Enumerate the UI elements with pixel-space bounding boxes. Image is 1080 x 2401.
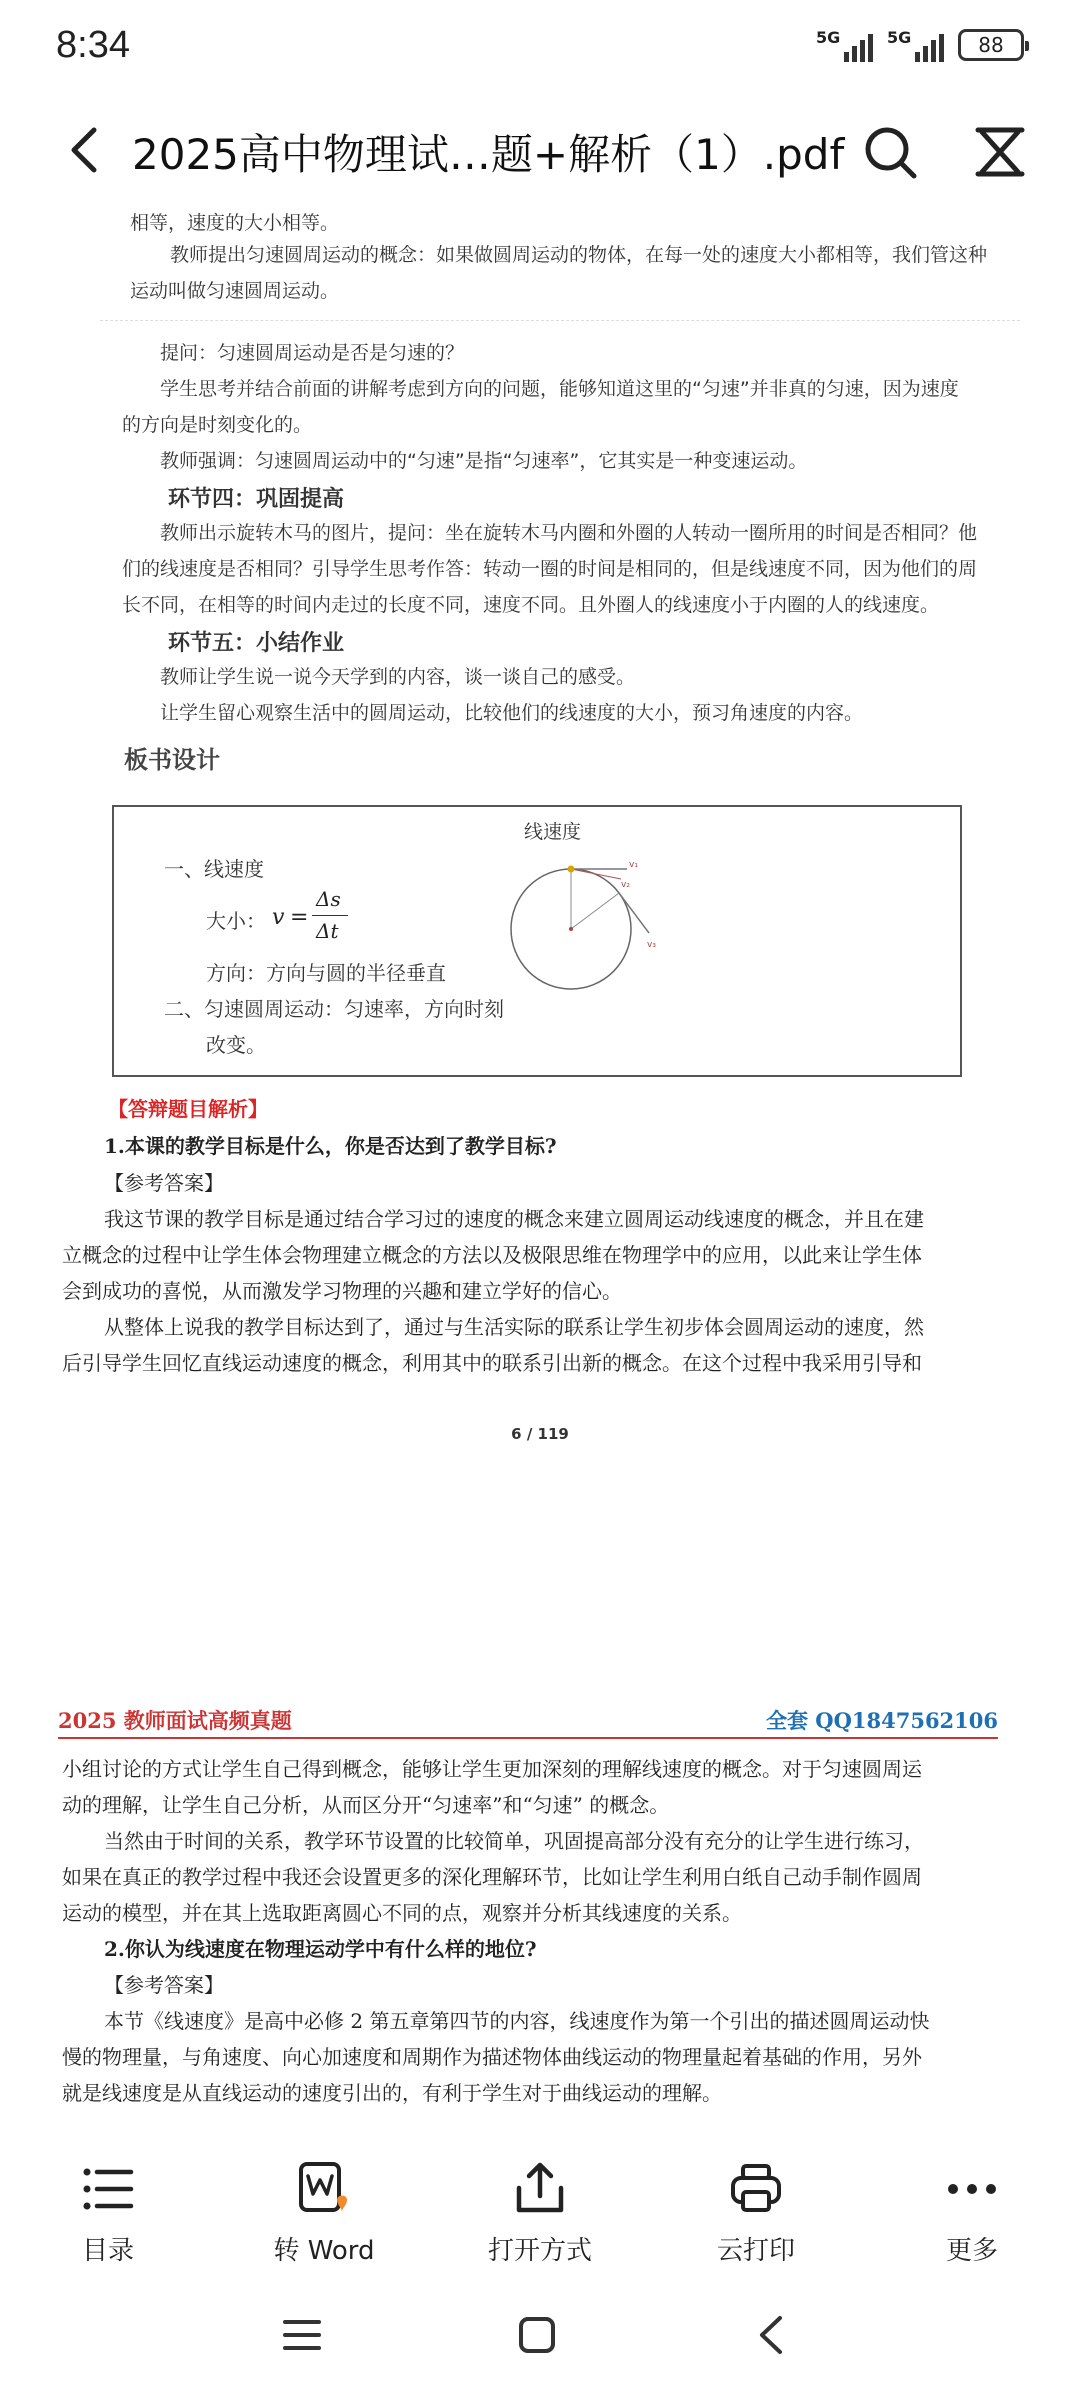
circular-motion-diagram bbox=[509, 847, 659, 997]
reference-answer-label: 【参考答案】 bbox=[104, 1973, 224, 1997]
status-icons bbox=[816, 28, 1024, 62]
pdf-page-7 bbox=[0, 1620, 1080, 2140]
header-title: 2025 教师面试高频真题 bbox=[58, 1708, 292, 1733]
question-heading: 1.本课的教学目标是什么，你是否达到了教学目标? bbox=[104, 1134, 557, 1158]
toolbar-label: 云打印 bbox=[716, 2236, 795, 2266]
recent-apps-icon[interactable] bbox=[277, 2310, 327, 2360]
text-line: 相等，速度的大小相等。 bbox=[130, 212, 340, 234]
section-heading: 环节四：巩固提高 bbox=[168, 487, 345, 512]
section-heading: 环节五：小结作业 bbox=[168, 631, 345, 656]
word-convert-icon bbox=[295, 2160, 353, 2218]
text-line: 立概念的过程中让学生体会物理建立概念的方法以及极限思维在物理学中的应用，以此来让学生体 bbox=[62, 1243, 922, 1267]
toolbar-label: 目录 bbox=[81, 2236, 134, 2266]
battery-level: 88 bbox=[978, 33, 1004, 57]
bottom-toolbar bbox=[0, 2140, 1080, 2270]
velocity-label: v₃ bbox=[647, 940, 656, 950]
title-bar bbox=[0, 100, 1080, 210]
text-line: 运动的模型，并在其上选取距离圆心不同的点，观察并分析其线速度的关系。 bbox=[62, 1901, 742, 1925]
toolbar-label: 更多 bbox=[945, 2236, 998, 2266]
printer-icon bbox=[727, 2160, 785, 2218]
document-title: 2025高中物理试…题+解析（1）.pdf bbox=[132, 130, 845, 179]
status-bar bbox=[0, 0, 1080, 100]
toolbar-item-catalog[interactable] bbox=[0, 2140, 216, 2270]
question-heading: 2.你认为线速度在物理运动学中有什么样的地位? bbox=[104, 1937, 537, 1961]
back-arrow-icon[interactable] bbox=[56, 120, 116, 180]
text-line: 从整体上说我的教学目标达到了，通过与生活实际的联系让学生初步体会圆周运动的速度，然 bbox=[104, 1315, 924, 1339]
text-line: 教师提出匀速圆周运动的概念：如果做圆周运动的物体，在每一处的速度大小都相等，我们管这种 bbox=[170, 244, 988, 266]
board-item: 方向：方向与圆的半径垂直 bbox=[206, 961, 446, 985]
pdf-viewer[interactable] bbox=[0, 210, 1080, 2140]
text-line: 慢的物理量，与角速度、向心加速度和周期作为描述物体曲线运动的物理量起着基础的作用，另外 bbox=[62, 2045, 922, 2069]
status-time: 8:34 bbox=[56, 24, 130, 66]
velocity-label: v₂ bbox=[621, 880, 630, 890]
more-icon bbox=[943, 2160, 1001, 2218]
toolbar-label: 转 Word bbox=[273, 2236, 375, 2266]
exit-reader-icon[interactable] bbox=[970, 122, 1030, 182]
toolbar-item-open-with[interactable] bbox=[432, 2140, 648, 2270]
board-design-box bbox=[112, 805, 962, 1077]
velocity-label: v₁ bbox=[629, 860, 638, 870]
text-line: 后引导学生回忆直线运动速度的概念，利用其中的联系引出新的概念。在这个过程中我采用引导和 bbox=[62, 1351, 922, 1375]
text-line: 我这节课的教学目标是通过结合学习过的速度的概念来建立圆周运动线速度的概念，并且在建 bbox=[104, 1207, 924, 1231]
board-item: 改变。 bbox=[206, 1033, 266, 1057]
text-line: 本节《线速度》是高中必修 2 第五章第四节的内容，线速度作为第一个引出的描述圆周运动快 bbox=[104, 2009, 930, 2033]
toolbar-label: 打开方式 bbox=[487, 2236, 592, 2266]
text-line: 教师出示旋转木马的图片，提问：坐在旋转木马内圈和外圈的人转动一圈所用的时间是否相同？他 bbox=[160, 522, 978, 544]
signal-5g-icon: 5G bbox=[816, 28, 873, 62]
formula-v-equals-ds-dt: v = Δs Δt bbox=[272, 887, 382, 947]
board-title: 线速度 bbox=[524, 821, 582, 843]
section-heading: 板书设计 bbox=[124, 746, 220, 774]
board-item: 大小： bbox=[206, 909, 266, 933]
divider bbox=[100, 320, 1020, 321]
page-header bbox=[58, 1705, 998, 1739]
text-line: 让学生留心观察生活中的圆周运动，比较他们的线速度的大小，预习角速度的内容。 bbox=[160, 702, 864, 724]
text-line: 小组讨论的方式让学生自己得到概念，能够让学生更加深刻的理解线速度的概念。对于匀速圆周运 bbox=[62, 1757, 922, 1781]
board-item: 二、匀速圆周运动：匀速率，方向时刻 bbox=[164, 997, 504, 1021]
header-contact: 全套 QQ1847562106 bbox=[765, 1708, 998, 1733]
share-icon bbox=[511, 2160, 569, 2218]
text-line: 当然由于时间的关系，教学环节设置的比较简单，巩固提高部分没有充分的让学生进行练习， bbox=[104, 1829, 924, 1853]
text-line: 学生思考并结合前面的讲解考虑到方向的问题，能够知道这里的“匀速”并非真的匀速，因为速度 bbox=[160, 378, 959, 400]
answer-section-title: 【答辩题目解析】 bbox=[108, 1097, 268, 1121]
page-number: 6 / 119 bbox=[511, 1425, 569, 1443]
pdf-page-6 bbox=[0, 210, 1080, 1785]
text-line: 提问：匀速圆周运动是否是匀速的？ bbox=[160, 342, 465, 364]
board-item: 一、线速度 bbox=[164, 857, 264, 881]
text-line: 会到成功的喜悦，从而激发学习物理的兴趣和建立学好的信心。 bbox=[62, 1279, 622, 1303]
text-line: 教师让学生说一说今天学到的内容，谈一谈自己的感受。 bbox=[160, 666, 636, 688]
text-line: 们的线速度是否相同？引导学生思考作答：转动一圈的时间是相同的，但是线速度不同，因为他们的周 bbox=[122, 558, 978, 580]
battery-icon bbox=[958, 29, 1024, 61]
toolbar-item-convert-word[interactable] bbox=[216, 2140, 432, 2270]
text-line: 动的理解，让学生自己分析，从而区分开“匀速率”和“匀速” 的概念。 bbox=[62, 1793, 670, 1817]
list-icon bbox=[79, 2160, 137, 2218]
toolbar-item-more[interactable] bbox=[864, 2140, 1080, 2270]
reference-answer-label: 【参考答案】 bbox=[104, 1171, 224, 1195]
back-icon[interactable] bbox=[748, 2310, 798, 2360]
text-line: 长不同，在相等的时间内走过的长度不同，速度不同。且外圈人的线速度小于内圈的人的线速度。 bbox=[122, 594, 940, 616]
text-line: 运动叫做匀速圆周运动。 bbox=[130, 280, 340, 302]
toolbar-item-cloud-print[interactable] bbox=[648, 2140, 864, 2270]
text-line: 教师强调：匀速圆周运动中的“匀速”是指“匀速率”，它其实是一种变速运动。 bbox=[160, 450, 808, 472]
system-navigation-bar bbox=[0, 2270, 1080, 2401]
text-line: 就是线速度是从直线运动的速度引出的，有利于学生对于曲线运动的理解。 bbox=[62, 2081, 722, 2105]
home-icon[interactable] bbox=[512, 2310, 562, 2360]
search-icon[interactable] bbox=[860, 122, 920, 182]
signal-5g-icon: 5G bbox=[887, 28, 944, 62]
text-line: 的方向是时刻变化的。 bbox=[122, 414, 313, 436]
text-line: 如果在真正的教学过程中我还会设置更多的深化理解环节，比如让学生利用白纸自己动手制作圆周 bbox=[62, 1865, 922, 1889]
